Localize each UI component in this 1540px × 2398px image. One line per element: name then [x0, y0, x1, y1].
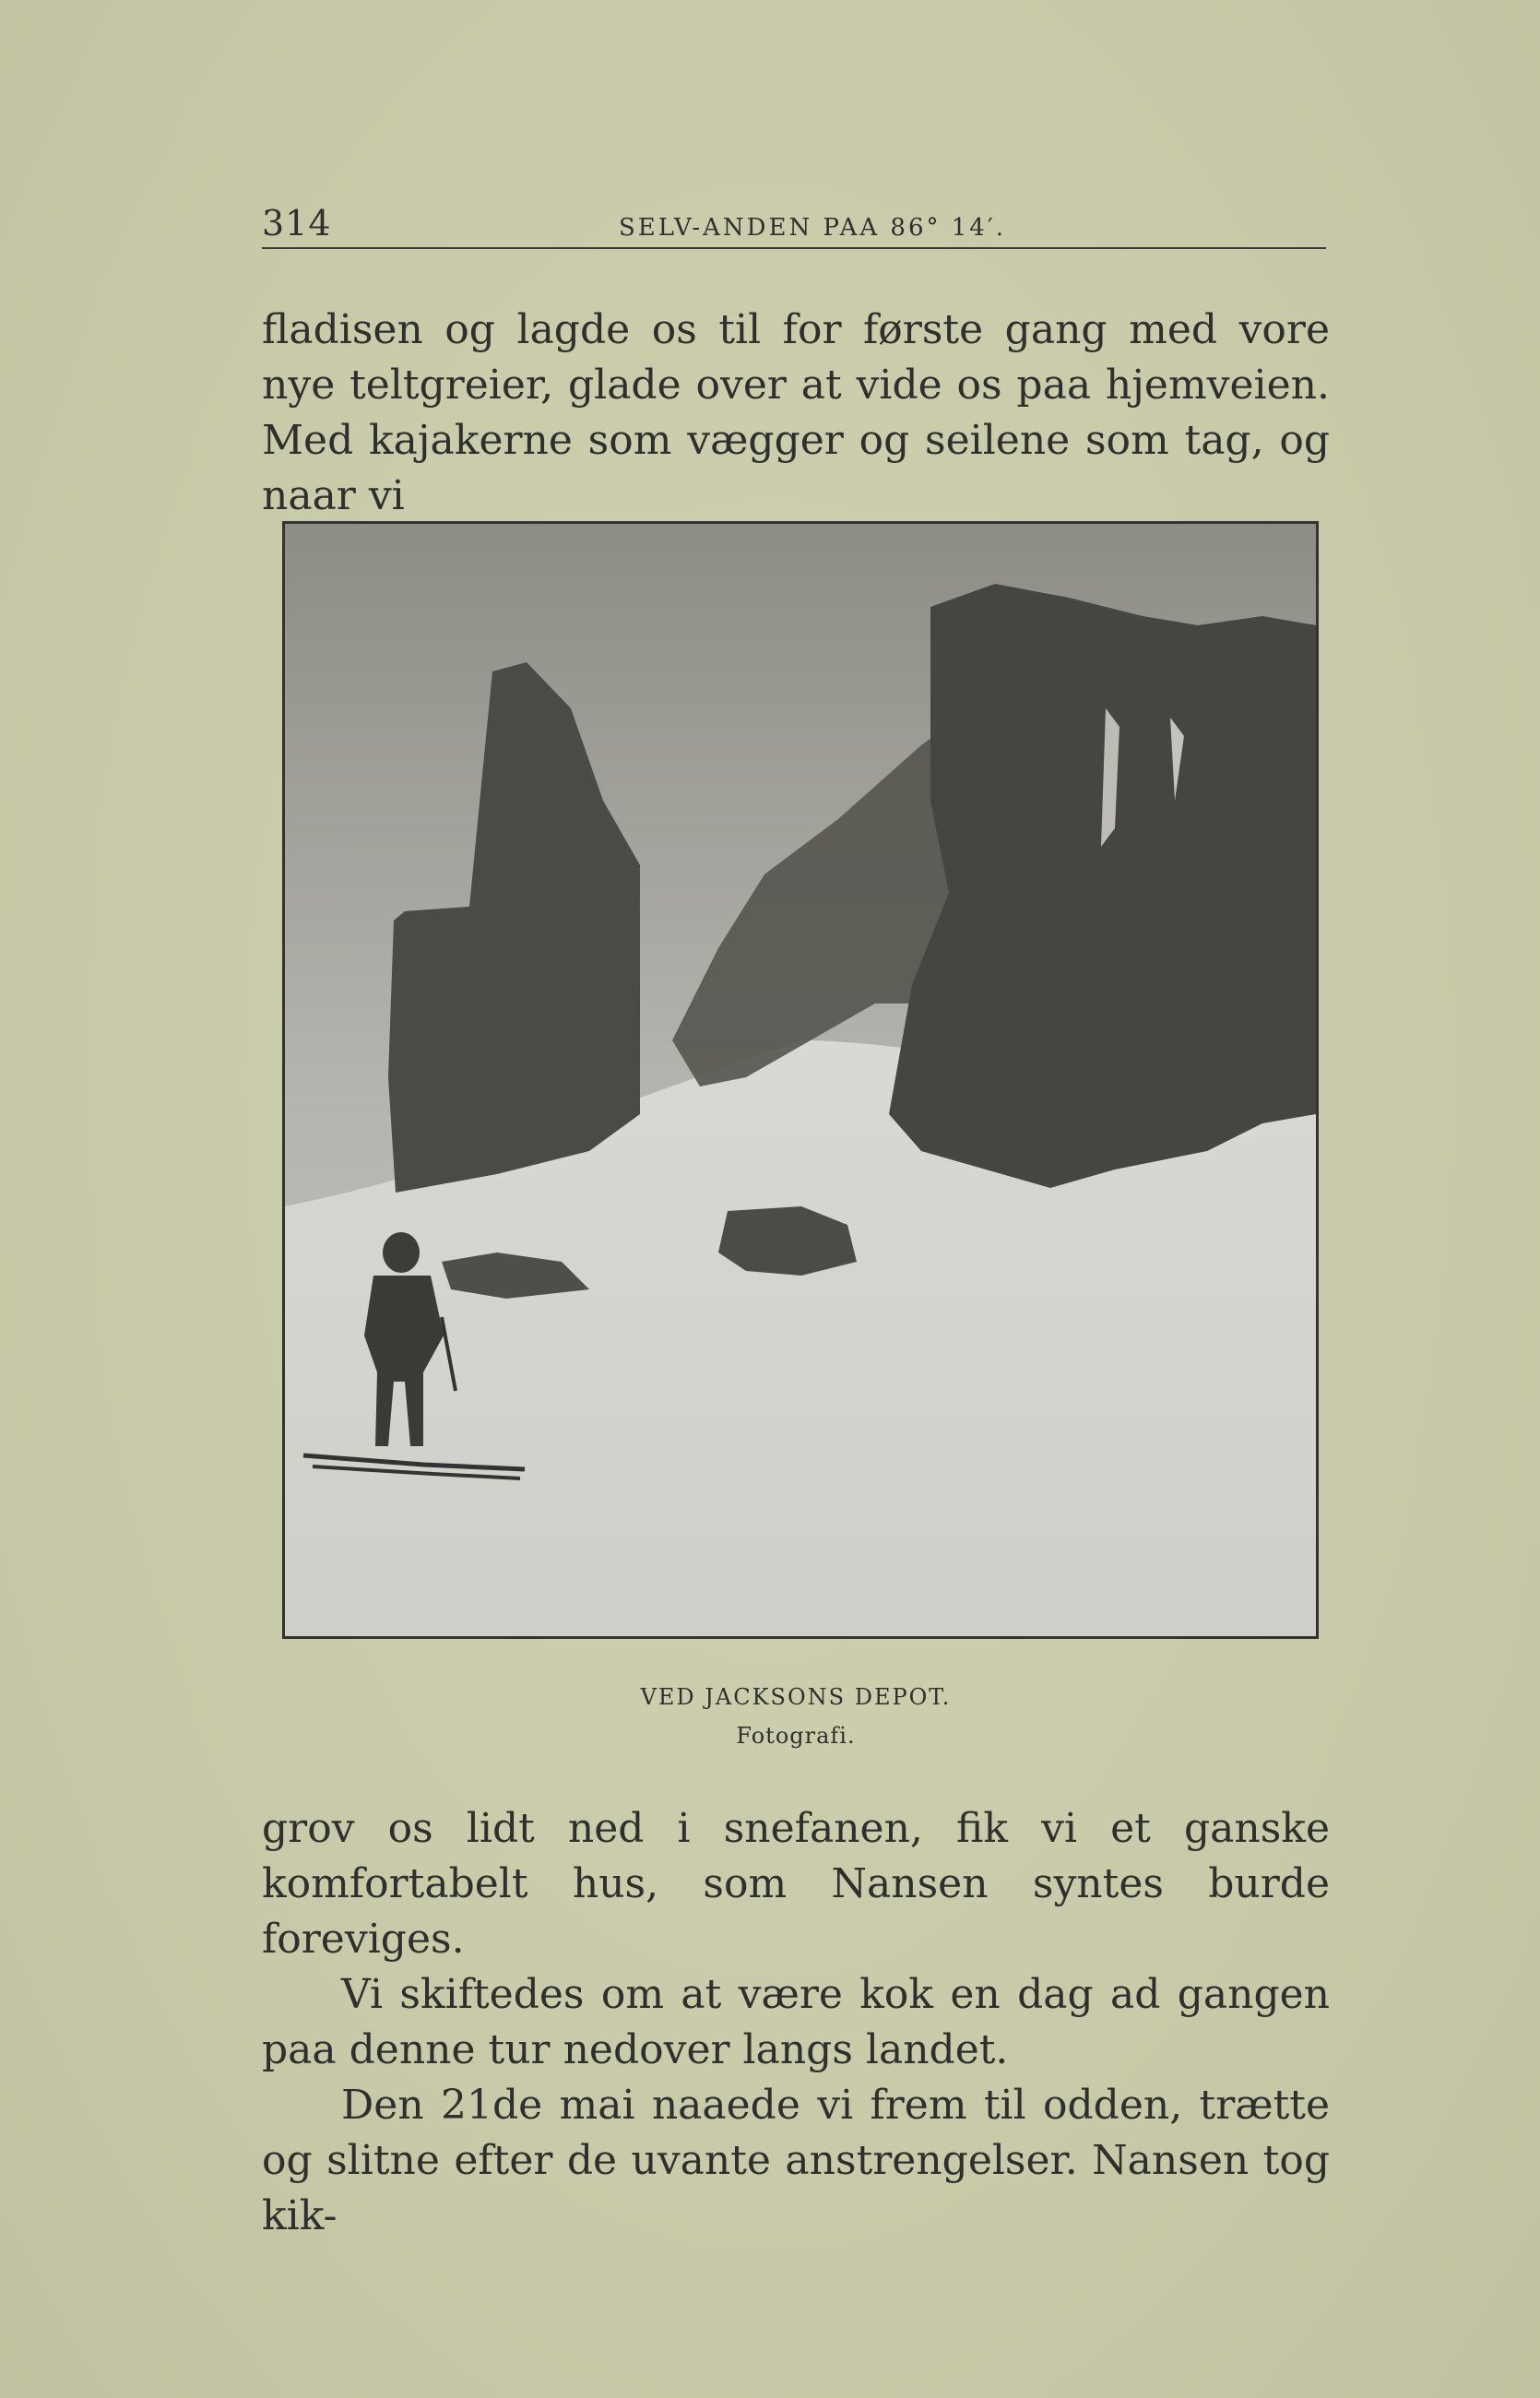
photograph-illustration — [285, 524, 1316, 1636]
page-number: 314 — [262, 203, 332, 243]
paragraph-text: fladisen og lagde os til for første gang med vore nye teltgreier, glade over at vide os paa hjemveien. Med kajakerne som vægger og seilene som tag, og naar vi — [262, 306, 1330, 519]
paragraph-text: grov os lidt ned i snefanen, fik vi et ganske komfortabelt hus, som Nansen syntes burde foreviges. — [262, 1805, 1330, 1963]
figure-caption: VED JACKSONS DEPOT. — [640, 1684, 952, 1710]
paragraph-top — [262, 303, 1330, 524]
photograph — [282, 521, 1319, 1639]
paragraph-text: Vi skiftedes om at være kok en dag ad gangen paa denne tur nedover langs landet. — [262, 1971, 1330, 2073]
paragraph-text: Den 21de mai naaede vi frem til odden, trætte og slitne efter de uvante anstrengelser. Nansen tog kik- — [262, 2082, 1330, 2239]
page-header — [262, 201, 1326, 249]
running-head: SELV-ANDEN PAA 86° 14′. — [618, 214, 1007, 242]
figure-credit: Fotografi. — [736, 1723, 856, 1749]
paragraphs-bottom — [262, 1801, 1330, 2244]
